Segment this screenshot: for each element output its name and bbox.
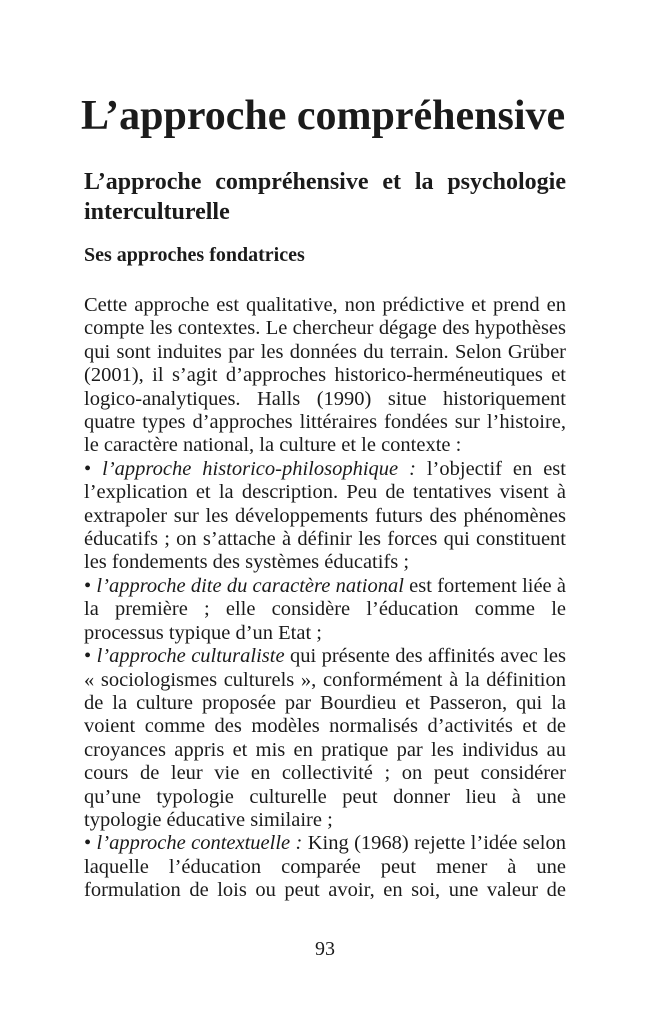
body-text-line: compte les contextes. Le chercheur dégage des hypothèses <box>84 317 566 340</box>
body-text-line: quatre types d’approches littéraires fondées sur l’histoire, <box>84 411 566 434</box>
page-number: 93 <box>315 937 335 960</box>
body-text-line: (2001), il s’agit d’approches historico-herméneutiques et <box>84 364 566 387</box>
body-text-line: typologie éducative similaire ; <box>84 808 333 831</box>
section-title <box>84 167 566 227</box>
body-text-line: croyances appris et mis en pratique par les individus au <box>84 738 566 761</box>
body-text <box>84 294 566 903</box>
body-text-line: • l’approche dite du caractère national est fortement liée à <box>84 574 566 597</box>
body-text-line: le caractère national, la culture et le contexte : <box>84 434 462 457</box>
body-text-line: « sociologismes culturels », conformément à la définition <box>84 668 566 691</box>
section-title-line: L’approche compréhensive et la psychologie <box>84 169 566 195</box>
subsection-heading: Ses approches fondatrices <box>84 244 305 266</box>
body-text-line: la première ; elle considère l’éducation comme le <box>84 598 566 621</box>
body-text-line: • l’approche historico-philosophique : l’objectif en est <box>84 457 566 480</box>
body-text-line: qui sont induites par les données du terrain. Selon Grüber <box>84 340 566 363</box>
body-text-line: extrapoler sur les développements futurs des phénomènes <box>84 504 566 527</box>
body-text-line: Cette approche est qualitative, non prédictive et prend en <box>84 294 566 316</box>
body-text-line: voient comme des modèles normalisés d’activités et de <box>84 715 566 738</box>
body-text-line: laquelle l’éducation comparée peut mener à une <box>84 855 566 878</box>
body-text-line: les fondements des systèmes éducatifs ; <box>84 551 410 574</box>
body-text-line: éducatifs ; on s’attache à définir les forces qui constituent <box>84 528 566 551</box>
body-text-line: de la culture proposée par Bourdieu et Passeron, qui la <box>84 691 566 714</box>
body-text-line: formulation de lois ou peut avoir, en soi, une valeur de <box>84 879 566 902</box>
body-text-line: logico-analytiques. Halls (1990) situe historiquement <box>84 387 566 410</box>
body-text-line: processus typique d’un Etat ; <box>84 621 322 644</box>
body-text-line: qu’une typologie culturelle peut donner lieu à une <box>84 785 566 808</box>
page-title: L’approche compréhensive <box>81 93 566 139</box>
body-text-line: cours de leur vie en collectivité ; on peut considérer <box>84 762 566 785</box>
body-text-line: • l’approche culturaliste qui présente des affinités avec les <box>84 645 566 668</box>
body-text-line: • l’approche contextuelle : King (1968) rejette l’idée selon <box>84 832 566 855</box>
section-title-line: interculturelle <box>84 199 230 225</box>
body-text-line: l’explication et la description. Peu de tentatives visent à <box>84 481 566 504</box>
